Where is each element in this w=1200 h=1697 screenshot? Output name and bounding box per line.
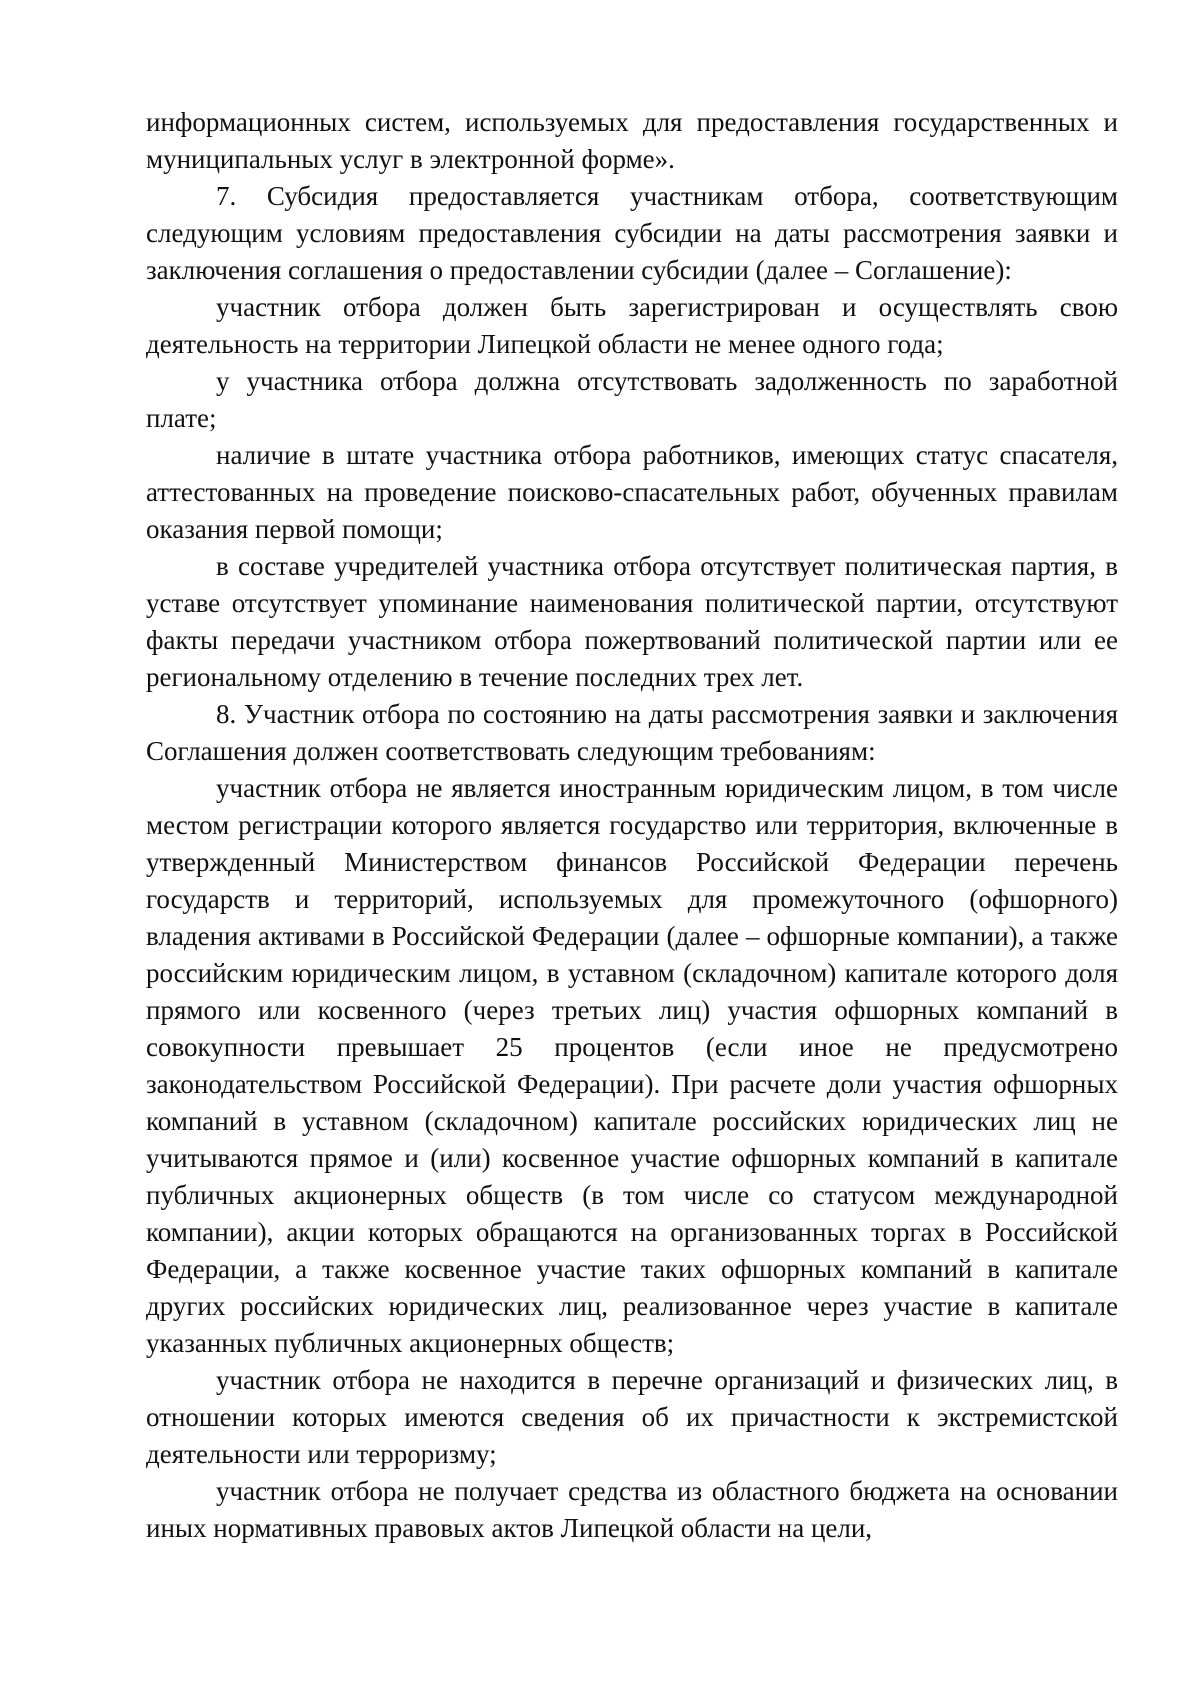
paragraph-condition-political: в составе учредителей участника отбора отсутствует политическая партия, в уставе отсутствует упоминание наименования политической партии, отсутствуют факты передачи участником отбора пожертвований политической партии или ее региональному отделению в течение последних трех лет. [146, 551, 1118, 692]
paragraph-condition-rescuers: наличие в штате участника отбора работников, имеющих статус спасателя, аттестованных на проведение поисково-спасательных работ, обученных правилам оказания первой помощи; [146, 440, 1118, 544]
paragraph-requirement-extremism: участник отбора не находится в перечне организаций и физических лиц, в отношении которых имеются сведения об их причастности к экстремистской деятельности или терроризму; [146, 1365, 1118, 1469]
paragraph-continuation: информационных систем, используемых для предоставления государственных и муниципальных услуг в электронной форме». [146, 107, 1118, 174]
paragraph-item-7: 7. Субсидия предоставляется участникам отбора, соответствующим следующим условиям предоставления субсидии на даты рассмотрения заявки и заключения соглашения о предоставлении субсидии (далее – Соглашение): [146, 181, 1118, 285]
paragraph-requirement-offshore: участник отбора не является иностранным юридическим лицом, в том числе местом регистрации которого является государство или территория, включенные в утвержденный Министерством финансов Российской Федерации перечень государств и территорий, используемых для промежуточного (офшорного) владения активами в Российской Федерации (далее – офшорные компании), а также российским юридическим лицом, в уставном (складочном) капитале которого доля прямого или косвенного (через третьих лиц) участия офшорных компаний в совокупности превышает 25 процентов (если иное не предусмотрено законодательством Российской Федерации). При расчете доли участия офшорных компаний в уставном (складочном) капитале российских юридических лиц не учитываются прямое и (или) косвенное участие офшорных компаний в капитале публичных акционерных обществ (в том числе со статусом международной компании), акции которых обращаются на организованных торгах в Российской Федерации, а также косвенное участие таких офшорных компаний в капитале других российских юридических лиц, реализованное через участие в капитале указанных публичных акционерных обществ; [146, 773, 1118, 1358]
document-body [146, 104, 1118, 1547]
paragraph-condition-registration: участник отбора должен быть зарегистрирован и осуществлять свою деятельность на территории Липецкой области не менее одного года; [146, 292, 1118, 359]
paragraph-condition-wages: у участника отбора должна отсутствовать задолженность по заработной плате; [146, 366, 1118, 433]
paragraph-requirement-budget: участник отбора не получает средства из областного бюджета на основании иных нормативных правовых актов Липецкой области на цели, [146, 1476, 1118, 1543]
paragraph-item-8: 8. Участник отбора по состоянию на даты рассмотрения заявки и заключения Соглашения должен соответствовать следующим требованиям: [146, 699, 1118, 766]
